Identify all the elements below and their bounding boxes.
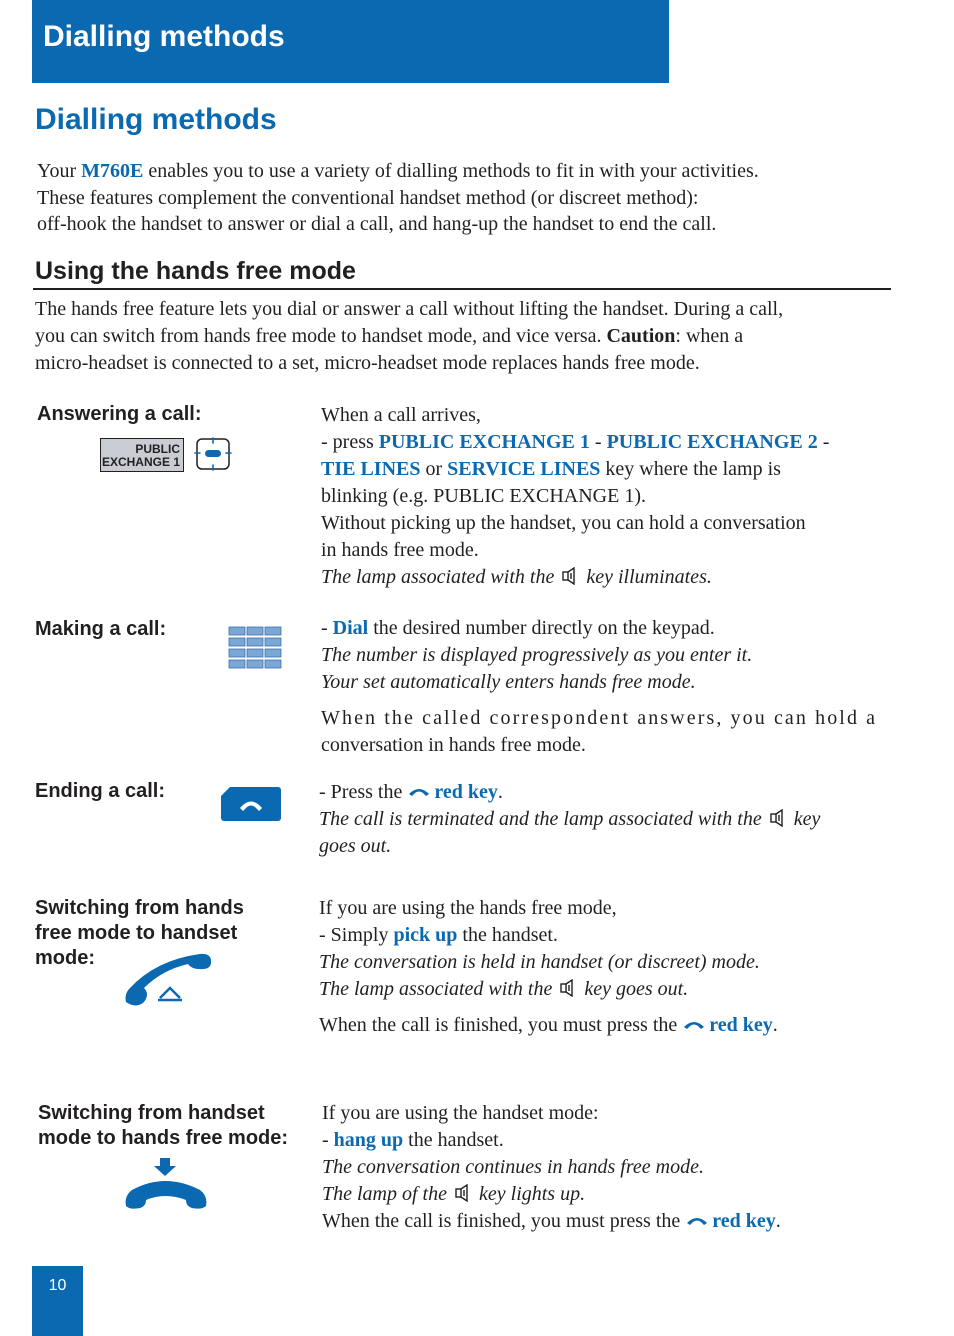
answering-text [321,402,921,591]
intro-line3: off-hook the handset to answer or dial a call, and hang-up the handset to end the call. [37,213,717,235]
handset-pickup-icon [122,950,214,1008]
key-public-exchange-1: PUBLIC EXCHANGE 1 [378,431,590,453]
period: . [772,1014,778,1036]
key-label-line2: EXCHANGE 1 [101,455,180,469]
red-key-icon [683,1019,705,1030]
ending-line1: - Press the [319,781,403,803]
intro-line2: These features complement the conventional handset method (or discreet method): [37,186,699,209]
label-line2: free mode to handset [35,922,238,944]
speaker-icon [455,1184,471,1202]
model-name: M760E [81,160,144,182]
or-text: or [420,458,448,480]
red-key-icon [686,1215,708,1226]
header-title: Dialling methods [43,20,285,53]
dash: - [322,1129,334,1151]
sth-line3: The conversation is held in handset (or discreet) mode. [319,951,760,973]
key-label-line1: PUBLIC [135,442,180,456]
intro-paragraph [37,158,917,238]
sth-line4: The lamp associated with the [319,978,553,1000]
period: . [775,1210,781,1232]
label-line3: mode: [35,947,95,969]
sthf-line2-end: the handset. [403,1129,504,1151]
answering-line7: The lamp associated with the [321,566,555,588]
ending-label: Ending a call: [35,780,166,802]
hf-line2-end: : when a [675,325,744,347]
dash: - [321,617,333,639]
switch-to-handset-text [319,895,909,1003]
making-line1: the desired number directly on the keypad. [368,617,715,639]
ending-text [319,779,909,860]
speaker-icon [560,979,576,997]
page-number: 10 [48,1277,67,1294]
answering-line5: Without picking up the handset, you can hold a conversation [321,512,806,534]
sthf-line5: When the call is finished, you must press the [322,1210,681,1232]
label-line1: Switching from hands [35,897,244,919]
switch-to-handset-finish [319,1012,909,1039]
separator: - [817,431,830,453]
red-key-icon [220,786,282,822]
making-line5: conversation in hands free mode. [321,734,586,756]
period: . [497,781,503,803]
caution-label: Caution [606,325,676,347]
red-key-keyword: red key [434,781,498,803]
making-line3: Your set automatically enters hands free mode. [321,671,696,693]
intro-prefix: Your [37,160,82,182]
making-text [321,615,901,696]
hang-up-keyword: hang up [333,1129,404,1151]
section-title: Using the hands free mode [35,257,356,285]
sthf-line4-end: key lights up. [479,1183,586,1205]
pick-up-keyword: pick up [393,924,458,946]
making-label: Making a call: [35,618,167,640]
page-title: Dialling methods [35,103,277,136]
making-line4: When the called correspondent answers, you can hold a [321,707,878,729]
switch-to-handsfree-text [322,1100,912,1235]
answering-line6: in hands free mode. [321,539,479,561]
ending-line2: The call is terminated and the lamp associated with the [319,808,762,830]
key-tie-lines: TIE LINES [321,458,421,480]
hf-line2: you can switch from hands free mode to handset mode, and vice versa. [35,325,607,347]
handset-hangup-icon [122,1156,210,1212]
red-key-keyword: red key [709,1014,773,1036]
answering-line3-rest: key where the lamp is [600,458,781,480]
sth-line2-end: the handset. [457,924,558,946]
lamp-key-icon [193,436,233,472]
red-key-keyword: red key [712,1210,776,1232]
sth-line2: - Simply [319,924,394,946]
label-line2: mode to hands free mode: [38,1127,289,1149]
separator: - [589,431,607,453]
key-public-exchange-2: PUBLIC EXCHANGE 2 [606,431,818,453]
sthf-line1: If you are using the handset mode: [322,1102,599,1124]
dial-keyword: Dial [332,617,369,639]
label-line1: Switching from handset [38,1102,265,1124]
answering-label: Answering a call: [37,403,202,425]
sth-line5: When the call is finished, you must press the [319,1014,678,1036]
public-exchange-key [100,438,184,472]
answering-line1: When a call arrives, [321,404,481,426]
red-key-icon [408,786,430,797]
ending-line3: goes out. [319,835,392,857]
sthf-line4: The lamp of the [322,1183,447,1205]
keypad-icon [228,626,282,670]
sth-line4-end: key goes out. [584,978,689,1000]
making-text-2 [321,705,901,759]
speaker-icon [562,567,578,585]
sth-line1: If you are using the hands free mode, [319,897,617,919]
answering-line4: blinking (e.g. PUBLIC EXCHANGE 1). [321,485,646,507]
press-text: - press [321,431,379,453]
hf-line1: The hands free feature lets you dial or answer a call without lifting the handset. During a call, [35,298,784,320]
speaker-icon [770,809,786,827]
ending-line2-end: key [793,808,821,830]
answering-line7-end: key illuminates. [586,566,712,588]
sthf-line3: The conversation continues in hands free mode. [322,1156,704,1178]
handsfree-paragraph [35,296,915,377]
key-service-lines: SERVICE LINES [447,458,601,480]
section-divider [33,288,891,290]
making-line2: The number is displayed progressively as you enter it. [321,644,753,666]
intro-line1: enables you to use a variety of dialling methods to fit in with your activities. [143,160,759,182]
hf-line3: micro-headset is connected to a set, micro-headset mode replaces hands free mode. [35,352,700,374]
switch-to-handsfree-label [38,1101,288,1151]
